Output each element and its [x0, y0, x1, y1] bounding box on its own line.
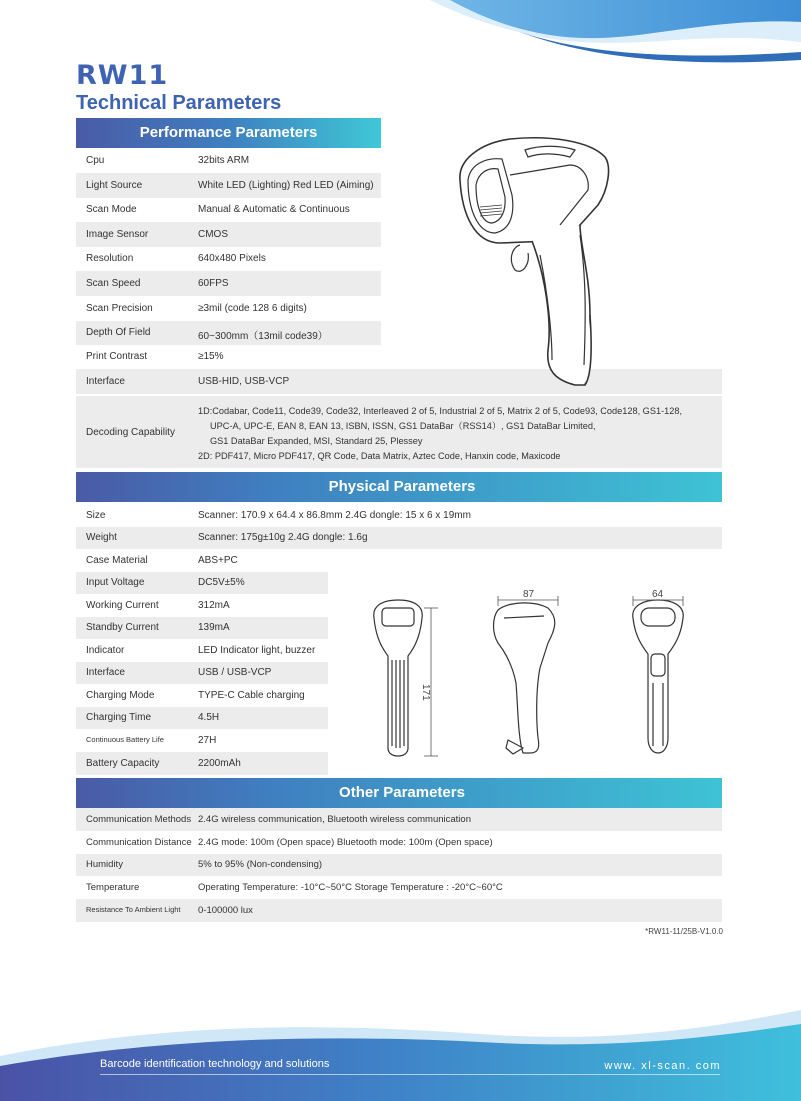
other-value: Operating Temperature: -10°C~50°C Storage Temperature : -20°C~60°C — [198, 882, 503, 893]
performance-value: ≥3mil (code 128 6 digits) — [198, 303, 307, 314]
physical-label: Input Voltage — [86, 577, 145, 588]
physical-section-title: Physical Parameters — [328, 478, 476, 495]
decoding-line: 2D: PDF417, Micro PDF417, QR Code, Data Matrix, Aztec Code, Hanxin code, Maxicode — [198, 451, 561, 461]
model-name: RW11 — [76, 60, 169, 91]
performance-section-title: Performance Parameters — [139, 124, 318, 141]
performance-label: Cpu — [86, 155, 105, 166]
physical-label: Interface — [86, 667, 125, 678]
performance-value: ≥15% — [198, 351, 224, 362]
physical-value: TYPE-C Cable charging — [198, 690, 305, 701]
physical-value: LED Indicator light, buzzer — [198, 645, 316, 656]
other-label: Humidity — [86, 859, 123, 870]
other-label: Communication Distance — [86, 837, 192, 848]
physical-row — [76, 572, 328, 594]
performance-value: 60~300mm（13mil code39） — [198, 331, 328, 342]
physical-value: Scanner: 175g±10g 2.4G dongle: 1.6g — [198, 532, 368, 543]
bottom-wave-decoration — [0, 1006, 801, 1101]
page-title: Technical Parameters — [76, 92, 282, 114]
dimension-height-label: 171 — [420, 684, 431, 701]
other-section-header — [76, 778, 722, 808]
physical-label: Indicator — [86, 645, 125, 656]
dimension-length-label: 87 — [523, 589, 535, 600]
other-row — [76, 876, 722, 899]
other-value: 5% to 95% (Non-condensing) — [198, 859, 323, 870]
dimension-drawings — [358, 588, 698, 760]
decoding-line: UPC-A, UPC-E, EAN 8, EAN 13, ISBN, ISSN, GS1 DataBar（RSS14）, GS1 DataBar Limited, — [210, 421, 596, 431]
footer-divider — [100, 1074, 720, 1075]
performance-row — [76, 296, 381, 321]
physical-row — [76, 684, 328, 707]
other-value: 0-100000 lux — [198, 905, 253, 916]
other-value: 2.4G mode: 100m (Open space) Bluetooth mode: 100m (Open space) — [198, 837, 493, 848]
physical-section-header — [76, 472, 722, 502]
performance-label: Scan Speed — [86, 278, 141, 289]
other-row — [76, 831, 722, 854]
performance-label: Light Source — [86, 180, 143, 191]
performance-value: White LED (Lighting) Red LED (Aiming) — [198, 180, 374, 191]
performance-label: Scan Mode — [86, 204, 137, 215]
other-value: 2.4G wireless communication, Bluetooth wireless communication — [198, 814, 471, 825]
physical-row — [76, 707, 328, 729]
physical-row — [76, 527, 722, 549]
performance-label: Depth Of Field — [86, 327, 151, 338]
physical-row — [76, 549, 722, 572]
physical-row — [76, 752, 328, 775]
physical-value: DC5V±5% — [198, 577, 245, 588]
physical-row — [76, 729, 328, 752]
footer-tagline: Barcode identification technology and solutions — [100, 1058, 330, 1070]
document-version: *RW11-11/25B-V1.0.0 — [645, 927, 723, 936]
physical-row — [76, 662, 328, 684]
performance-label: Print Contrast — [86, 351, 148, 362]
performance-row — [76, 173, 381, 198]
physical-row — [76, 617, 328, 639]
performance-value: 60FPS — [198, 278, 229, 289]
other-row — [76, 899, 722, 922]
side-view-outline — [494, 603, 555, 753]
performance-label: Interface — [86, 376, 125, 387]
physical-label: Weight — [86, 532, 117, 543]
physical-value: USB / USB-VCP — [198, 667, 272, 678]
performance-row — [76, 148, 381, 173]
physical-row — [76, 594, 328, 617]
physical-value: 27H — [198, 735, 217, 746]
decoding-value — [198, 404, 682, 464]
performance-row — [76, 198, 381, 222]
physical-value: 4.5H — [198, 712, 220, 723]
physical-label: Charging Time — [86, 712, 152, 723]
other-label: Temperature — [86, 882, 140, 893]
performance-value: 32bits ARM — [198, 155, 250, 166]
performance-row — [76, 321, 381, 345]
performance-value: Manual & Automatic & Continuous — [198, 204, 350, 215]
other-label: Resistance To Ambient Light — [86, 905, 181, 914]
physical-label: Continuous Battery Life — [86, 735, 164, 744]
other-row — [76, 808, 722, 831]
performance-value: CMOS — [198, 229, 228, 240]
performance-row — [76, 345, 381, 369]
physical-value: Scanner: 170.9 x 64.4 x 86.8mm 2.4G dongle: 15 x 6 x 19mm — [198, 510, 471, 521]
physical-row — [76, 639, 328, 662]
performance-row — [76, 247, 381, 271]
performance-label: Image Sensor — [86, 229, 149, 240]
physical-label: Charging Mode — [86, 690, 155, 701]
physical-label: Working Current — [86, 600, 159, 611]
performance-row — [76, 271, 381, 296]
performance-label: Resolution — [86, 253, 134, 264]
dimension-width-label: 64 — [652, 589, 664, 600]
decoding-line: 1D:Codabar, Code11, Code39, Code32, Interleaved 2 of 5, Industrial 2 of 5, Matrix 2 of 5, Code93, Code128, GS1-128, — [198, 406, 683, 416]
scanner-product-image — [440, 135, 680, 395]
physical-value: 312mA — [198, 600, 230, 611]
physical-value: 2200mAh — [198, 758, 241, 769]
physical-value: 139mA — [198, 622, 230, 633]
performance-value: 640x480 Pixels — [198, 253, 266, 264]
physical-label: Size — [86, 510, 106, 521]
physical-row — [76, 504, 722, 527]
other-label: Communication Methods — [86, 814, 192, 825]
other-section-title: Other Parameters — [339, 784, 465, 801]
physical-label: Standby Current — [86, 622, 159, 633]
decoding-line: GS1 DataBar Expanded, MSI, Standard 25, Plessey — [210, 436, 423, 446]
physical-label: Battery Capacity — [86, 758, 160, 769]
footer-website-link[interactable]: www. xl-scan. com — [604, 1060, 721, 1072]
physical-value: ABS+PC — [198, 555, 238, 566]
performance-row — [76, 222, 381, 247]
performance-value: USB-HID, USB-VCP — [198, 376, 290, 387]
performance-label: Scan Precision — [86, 303, 153, 314]
performance-section-header — [76, 118, 381, 148]
other-row — [76, 854, 722, 876]
physical-label: Case Material — [86, 555, 148, 566]
decoding-label: Decoding Capability — [86, 427, 175, 438]
